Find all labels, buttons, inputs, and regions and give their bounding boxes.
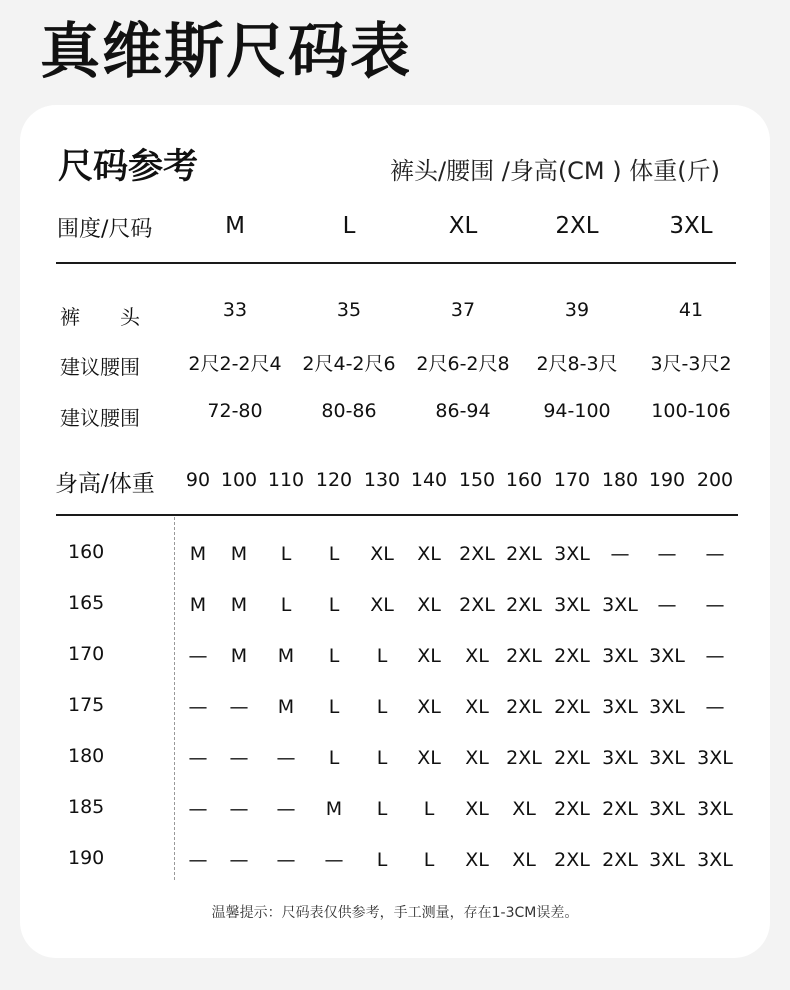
- size-grid-cell: M: [189, 543, 207, 565]
- height-row-label: 160: [68, 541, 105, 563]
- size-grid-cell: 2XL: [602, 849, 638, 871]
- size-grid-cell: —: [705, 543, 725, 565]
- size-grid-cell: L: [328, 696, 340, 718]
- size-grid-cell: XL: [465, 645, 489, 667]
- weight-header-cell: 150: [458, 469, 496, 491]
- size-grid-cell: —: [276, 849, 296, 871]
- height-weight-divider: [56, 514, 738, 516]
- section-title: 尺码参考: [58, 147, 199, 187]
- size-grid-cell: 2XL: [506, 645, 542, 667]
- size-grid-cell: L: [376, 747, 388, 769]
- size-grid-cell: XL: [417, 543, 441, 565]
- measure-cell: 2尺2-2尺4: [188, 353, 282, 375]
- size-grid-cell: 2XL: [459, 543, 495, 565]
- size-grid-cell: L: [423, 849, 435, 871]
- size-grid-cell: 2XL: [554, 696, 590, 718]
- size-grid-cell: 3XL: [554, 594, 590, 616]
- size-grid-cell: M: [230, 645, 248, 667]
- header-divider: [56, 262, 736, 264]
- size-grid-cell: 3XL: [602, 645, 638, 667]
- measure-row-label: 建议腰围: [60, 406, 140, 430]
- weight-header-cell: 110: [267, 469, 305, 491]
- size-grid-cell: —: [276, 747, 296, 769]
- size-grid-cell: L: [328, 594, 340, 616]
- size-grid-cell: M: [230, 543, 248, 565]
- measure-cell: 94-100: [543, 400, 611, 422]
- size-grid-cell: L: [423, 798, 435, 820]
- size-grid-cell: M: [230, 594, 248, 616]
- size-grid-cell: 2XL: [506, 594, 542, 616]
- size-grid-cell: XL: [465, 696, 489, 718]
- size-grid-cell: 2XL: [554, 798, 590, 820]
- measure-cell: 41: [678, 299, 704, 321]
- size-grid-cell: 3XL: [602, 696, 638, 718]
- measure-row-label: 建议腰围: [60, 355, 140, 379]
- measure-cell: 37: [450, 299, 476, 321]
- measure-cell: 2尺4-2尺6: [302, 353, 396, 375]
- size-grid-cell: L: [376, 645, 388, 667]
- weight-header-cell: 140: [410, 469, 448, 491]
- weight-header-cell: 160: [505, 469, 543, 491]
- size-grid-cell: L: [280, 594, 292, 616]
- height-row-label: 175: [68, 694, 105, 716]
- size-grid-cell: 3XL: [697, 747, 733, 769]
- size-grid-cell: 3XL: [697, 849, 733, 871]
- weight-header-cell: 200: [696, 469, 734, 491]
- size-grid-cell: —: [229, 696, 249, 718]
- measure-row-label: 裤 头: [60, 305, 140, 329]
- size-grid-cell: L: [376, 849, 388, 871]
- size-grid-cell: XL: [465, 849, 489, 871]
- height-row-label: 190: [68, 847, 105, 869]
- measure-cell: 39: [564, 299, 590, 321]
- weight-header-cell: 120: [315, 469, 353, 491]
- size-grid-cell: 3XL: [602, 594, 638, 616]
- size-grid-cell: 2XL: [554, 747, 590, 769]
- size-grid-cell: L: [376, 696, 388, 718]
- size-grid-cell: —: [188, 696, 208, 718]
- size-grid-cell: 3XL: [649, 696, 685, 718]
- size-header-cell: M: [225, 213, 245, 239]
- size-grid-cell: —: [229, 849, 249, 871]
- size-grid-cell: —: [188, 645, 208, 667]
- weight-header-cell: 180: [601, 469, 639, 491]
- size-grid-cell: L: [328, 543, 340, 565]
- size-grid-cell: L: [328, 645, 340, 667]
- size-chart-card: [20, 105, 770, 958]
- measure-cell: 100-106: [651, 400, 731, 422]
- measure-cell: 80-86: [321, 400, 377, 422]
- size-grid-cell: 3XL: [602, 747, 638, 769]
- size-grid-cell: —: [188, 798, 208, 820]
- measure-cell: 72-80: [207, 400, 263, 422]
- units-note: 裤头/腰围 /身高(CM ) 体重(斤): [390, 157, 720, 185]
- size-grid-cell: —: [657, 543, 677, 565]
- size-grid-cell: —: [324, 849, 344, 871]
- size-grid-cell: —: [657, 594, 677, 616]
- size-grid-cell: XL: [512, 849, 536, 871]
- size-grid-cell: —: [705, 594, 725, 616]
- size-grid-cell: XL: [465, 747, 489, 769]
- size-grid-cell: 2XL: [506, 543, 542, 565]
- size-header-label: 围度/尺码: [57, 217, 153, 242]
- size-grid-cell: 3XL: [649, 645, 685, 667]
- weight-header-cell: 90: [185, 469, 211, 491]
- height-row-label: 185: [68, 796, 105, 818]
- size-grid-cell: —: [188, 849, 208, 871]
- height-row-label: 170: [68, 643, 105, 665]
- height-row-label: 165: [68, 592, 105, 614]
- size-grid-cell: 2XL: [554, 849, 590, 871]
- size-grid-cell: L: [328, 747, 340, 769]
- size-grid-cell: M: [277, 696, 295, 718]
- height-column-divider: [174, 517, 175, 880]
- weight-header-cell: 170: [553, 469, 591, 491]
- footer-note: 温馨提示：尺码表仅供参考，手工测量，存在1-3CM误差。: [211, 905, 579, 921]
- size-grid-cell: M: [189, 594, 207, 616]
- size-grid-cell: 2XL: [506, 696, 542, 718]
- size-grid-cell: 3XL: [649, 849, 685, 871]
- measure-cell: 86-94: [435, 400, 491, 422]
- measure-cell: 2尺6-2尺8: [416, 353, 510, 375]
- height-row-label: 180: [68, 745, 105, 767]
- measure-cell: 33: [222, 299, 248, 321]
- size-header-cell: 3XL: [669, 213, 713, 239]
- size-grid-cell: XL: [417, 594, 441, 616]
- size-grid-cell: L: [280, 543, 292, 565]
- weight-header-cell: 190: [648, 469, 686, 491]
- size-grid-cell: —: [705, 645, 725, 667]
- size-header-cell: XL: [448, 213, 478, 239]
- size-grid-cell: 2XL: [459, 594, 495, 616]
- size-grid-cell: 2XL: [554, 645, 590, 667]
- measure-cell: 35: [336, 299, 362, 321]
- size-grid-cell: —: [705, 696, 725, 718]
- size-grid-cell: —: [276, 798, 296, 820]
- size-grid-cell: XL: [370, 594, 394, 616]
- size-grid-cell: 3XL: [649, 747, 685, 769]
- size-grid-cell: 2XL: [506, 747, 542, 769]
- measure-cell: 3尺-3尺2: [650, 353, 732, 375]
- size-grid-cell: XL: [417, 645, 441, 667]
- size-grid-cell: 3XL: [697, 798, 733, 820]
- size-grid-cell: 3XL: [554, 543, 590, 565]
- size-grid-cell: L: [376, 798, 388, 820]
- size-header-cell: 2XL: [555, 213, 599, 239]
- size-grid-cell: M: [277, 645, 295, 667]
- size-grid-cell: 3XL: [649, 798, 685, 820]
- size-grid-cell: —: [229, 747, 249, 769]
- size-grid-cell: XL: [465, 798, 489, 820]
- height-weight-label: 身高/体重: [55, 471, 155, 497]
- size-grid-cell: XL: [417, 747, 441, 769]
- measure-cell: 2尺8-3尺: [536, 353, 618, 375]
- size-grid-cell: —: [188, 747, 208, 769]
- size-grid-cell: —: [229, 798, 249, 820]
- size-grid-cell: XL: [417, 696, 441, 718]
- weight-header-cell: 130: [363, 469, 401, 491]
- size-grid-cell: M: [325, 798, 343, 820]
- size-header-cell: L: [342, 213, 356, 239]
- weight-header-cell: 100: [220, 469, 258, 491]
- size-grid-cell: 2XL: [602, 798, 638, 820]
- size-grid-cell: XL: [370, 543, 394, 565]
- size-grid-cell: —: [610, 543, 630, 565]
- page-title: 真维斯尺码表: [40, 17, 412, 87]
- size-grid-cell: XL: [512, 798, 536, 820]
